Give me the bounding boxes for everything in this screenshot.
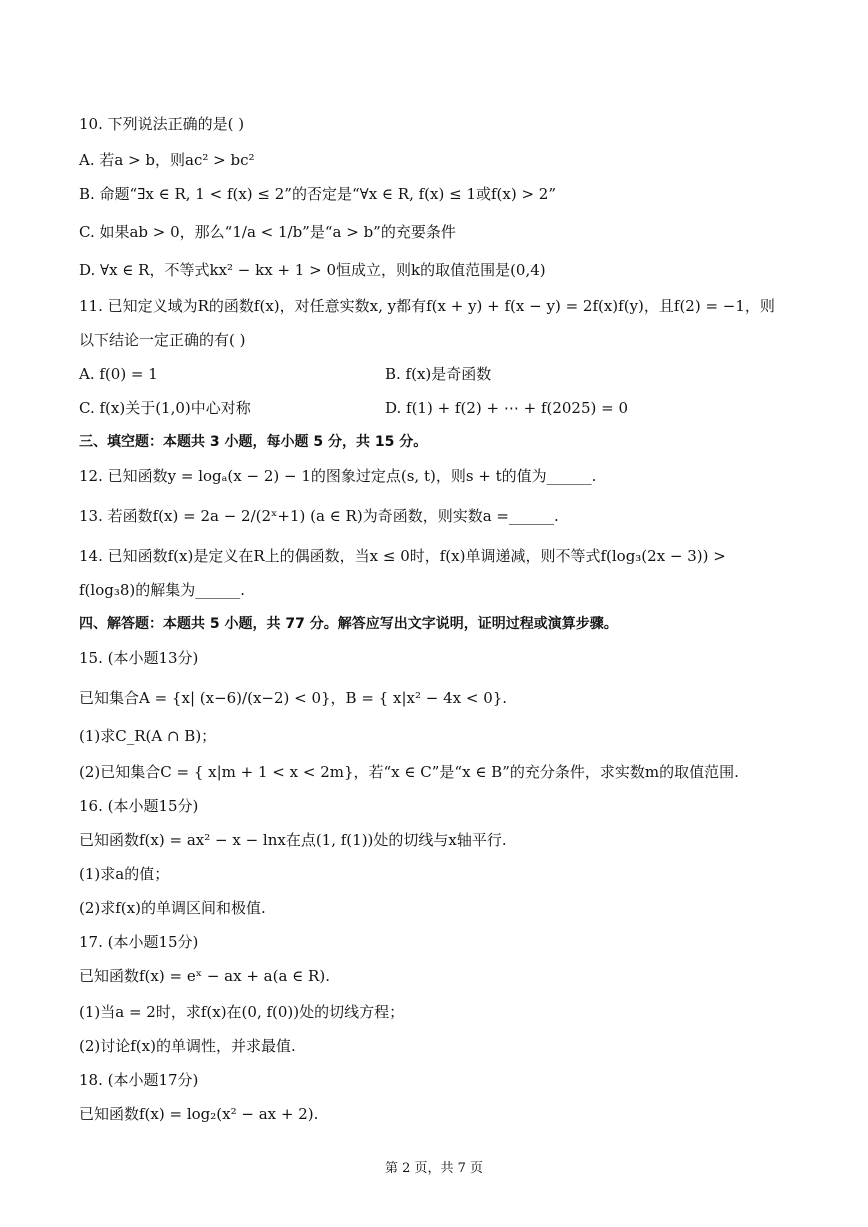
question-11-stem-line2: 以下结论一定正确的有( )	[79, 331, 246, 349]
section-4-heading: 四、解答题：本题共 5 小题，共 77 分。解答应写出文字说明，证明过程或演算步骤。	[79, 616, 618, 632]
question-10-option-b: B. 命题“∃x ∈ R, 1 < f(x) ≤ 2”的否定是“∀x ∈ R, f(x) ≤ 1或f(x) > 2”	[79, 185, 557, 203]
question-17-part2: (2)讨论f(x)的单调性，并求最值.	[79, 1037, 296, 1055]
question-18-stem: 已知函数f(x) = log₂(x² − ax + 2).	[79, 1105, 319, 1123]
page-footer: 第 2 页，共 7 页	[384, 1161, 484, 1176]
question-15-stem: 已知集合A = {x| (x−6)/(x−2) < 0}，B = { x|x² − 4x < 0}.	[79, 689, 508, 707]
question-16-part2: (2)求f(x)的单调区间和极值.	[79, 899, 266, 917]
question-11-option-d: D. f(1) + f(2) + ⋯ + f(2025) = 0	[385, 399, 629, 417]
question-18-header: 18. (本小题17分)	[79, 1071, 199, 1089]
question-11-option-c: C. f(x)关于(1,0)中心对称	[79, 399, 251, 417]
question-16-stem: 已知函数f(x) = ax² − x − lnx在点(1, f(1))处的切线与x轴平行.	[79, 831, 507, 849]
question-15-header: 15. (本小题13分)	[79, 649, 199, 667]
question-12: 12. 已知函数y = logₐ(x − 2) − 1的图象过定点(s, t)，则s + t的值为______.	[79, 467, 597, 485]
question-10-option-c: C. 如果ab > 0，那么“1/a < 1/b”是“a > b”的充要条件	[79, 223, 456, 241]
question-17-stem: 已知函数f(x) = eˣ − ax + a(a ∈ R).	[79, 967, 330, 985]
question-17-part1: (1)当a = 2时，求f(x)在(0, f(0))处的切线方程；	[79, 1003, 405, 1021]
question-14-line1: 14. 已知函数f(x)是定义在R上的偶函数，当x ≤ 0时，f(x)单调递减，则不等式f(log₃(2x − 3)) >	[79, 547, 726, 565]
question-10-option-a: A. 若a > b，则ac² > bc²	[79, 151, 255, 169]
question-16-header: 16. (本小题15分)	[79, 797, 199, 815]
question-15-part2: (2)已知集合C = { x|m + 1 < x < 2m}，若“x ∈ C”是“x ∈ B”的充分条件，求实数m的取值范围.	[79, 763, 739, 781]
question-13: 13. 若函数f(x) = 2a − 2/(2ˣ+1) (a ∈ R)为奇函数，则实数a =______.	[79, 507, 559, 525]
question-15-part1: (1)求C_R(A ∩ B)；	[79, 727, 217, 745]
question-14-line2: f(log₃8)的解集为______.	[79, 581, 246, 599]
question-10-stem: 10. 下列说法正确的是( )	[79, 115, 245, 133]
question-17-header: 17. (本小题15分)	[79, 933, 199, 951]
section-3-heading: 三、填空题：本题共 3 小题，每小题 5 分，共 15 分。	[79, 434, 428, 450]
question-10-option-d: D. ∀x ∈ R，不等式kx² − kx + 1 > 0恒成立，则k的取值范围是(0,4)	[79, 261, 546, 279]
question-16-part1: (1)求a的值；	[79, 865, 170, 883]
question-11-stem-line1: 11. 已知定义域为R的函数f(x)，对任意实数x, y都有f(x + y) + f(x − y) = 2f(x)f(y)，且f(2) = −1，则	[79, 297, 775, 315]
question-11-option-a: A. f(0) = 1	[79, 365, 158, 383]
question-11-option-b: B. f(x)是奇函数	[385, 365, 492, 383]
